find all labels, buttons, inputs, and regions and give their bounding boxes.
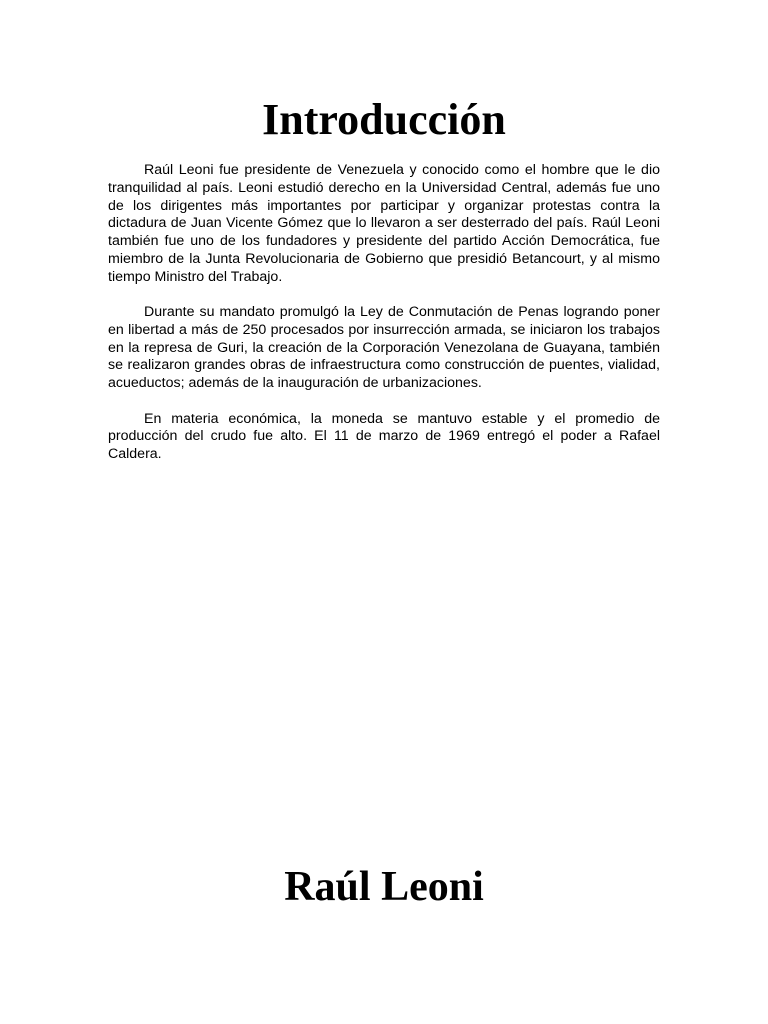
body-text (108, 162, 660, 481)
paragraph-3: En materia económica, la moneda se mantuvo estable y el promedio de producción del crudo fue alto. El 11 de marzo de 1969 entregó el poder a Rafael Caldera. (108, 410, 660, 463)
page-title: Introducción (262, 95, 506, 144)
paragraph-1: Raúl Leoni fue presidente de Venezuela y conocido como el hombre que le dio tranquilidad al país. Leoni estudió derecho en la Universidad Central, además fue uno de los dirigentes más importantes por participar y organizar protestas contra la dictadura de Juan Vicente Gómez que lo llevaron a ser desterrado del país. Raúl Leoni también fue uno de los fundadores y presidente del partido Acción Democrática, fue miembro de la Junta Revolucionaria de Gobierno que presidió Betancourt, y al mismo tiempo Ministro del Trabajo. (108, 162, 660, 285)
paragraph-2: Durante su mandato promulgó la Ley de Conmutación de Penas logrando poner en libertad a más de 250 procesados por insurrección armada, se iniciaron los trabajos en la represa de Guri, la creación de la Corporación Venezolana de Guayana, también se realizaron grandes obras de infraestructura como construcción de puentes, vialidad, acueductos; además de la inauguración de urbanizaciones. (108, 304, 660, 392)
footer-title: Raúl Leoni (284, 864, 484, 910)
